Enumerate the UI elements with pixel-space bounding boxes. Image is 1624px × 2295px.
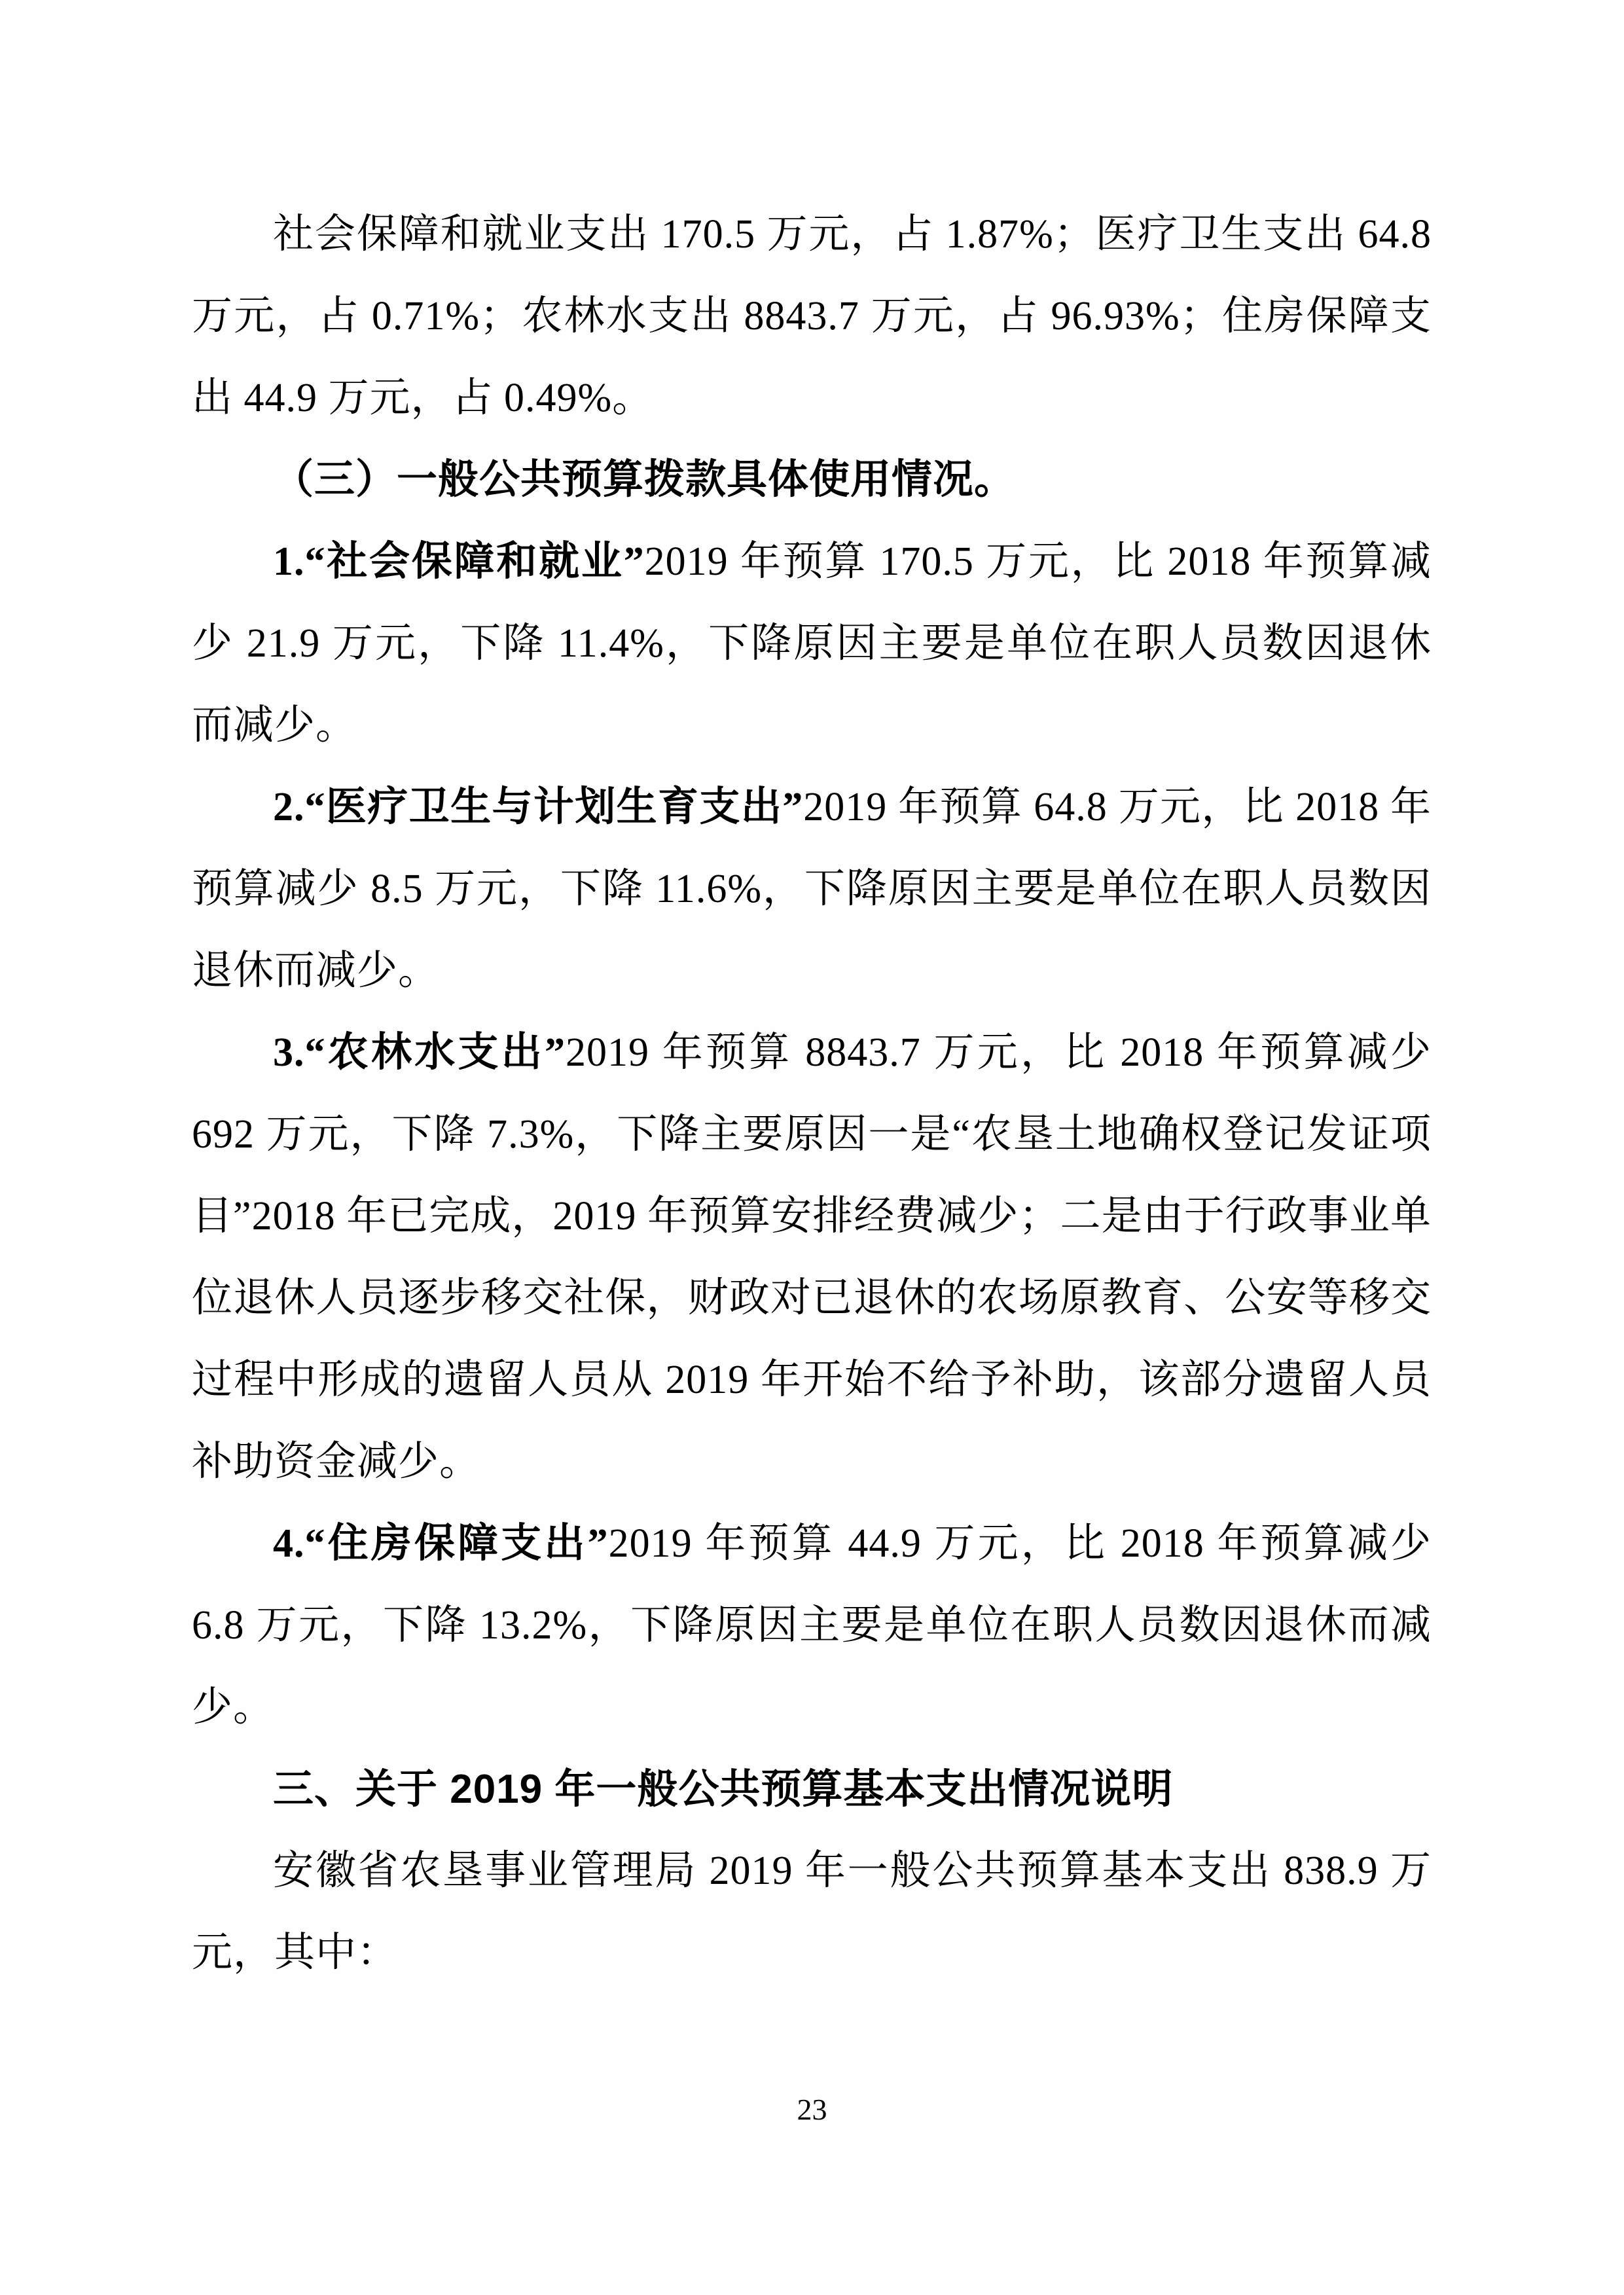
para-item-2-medical-health xyxy=(192,767,1432,1012)
page-footer xyxy=(0,2092,1624,2127)
body-text: 安徽省农垦事业管理局 2019 年一般公共预算基本支出 838.9 万元，其中： xyxy=(192,1849,1432,1975)
emphasis-text: 4.“住房保障支出” xyxy=(273,1521,609,1566)
document-body xyxy=(192,194,1432,1994)
emphasis-text: 三、关于 2019 年一般公共预算基本支出情况说明 xyxy=(273,1767,1174,1812)
body-text: 2019 年预算 8843.7 万元，比 2018 年预算减少 692 万元，下降 7.3%，下降主要原因一是“农垦土地确权登记发证项目”2018 年已完成，2019 年预算安排经费减少；二是由于行政事业单位退休人员逐步移交社保，财政对已退休的农场原教育、公安等移交过程中形成的遗留人员从 2019 年开始不给予补助，该部分遗留人员补助资金减少。 xyxy=(192,1030,1432,1484)
heading-part-three-basic-expenditure xyxy=(192,1748,1432,1830)
body-text: 2019 年预算 64.8 万元，比 2018 年预算减少 8.5 万元，下降 11.6%，下降原因主要是单位在职人员数因退休而减少。 xyxy=(192,785,1432,993)
para-item-1-social-security xyxy=(192,521,1432,767)
body-text: 社会保障和就业支出 170.5 万元，占 1.87%；医疗卫生支出 64.8 万元，占 0.71%；农林水支出 8843.7 万元，占 96.93%；住房保障支出 44.9 万元，占 0.49%。 xyxy=(192,212,1432,420)
emphasis-text: 2.“医疗卫生与计划生育支出” xyxy=(273,785,804,829)
para-item-4-housing-security xyxy=(192,1503,1432,1748)
para-basic-expenditure-total xyxy=(192,1830,1432,1994)
body-text: 2019 年预算 44.9 万元，比 2018 年预算减少 6.8 万元，下降 13.2%，下降原因主要是单位在职人员数因退休而减少。 xyxy=(192,1521,1432,1729)
emphasis-text: 1.“社会保障和就业” xyxy=(273,539,645,584)
heading-section-three xyxy=(192,439,1432,521)
emphasis-text: （三）一般公共预算拨款具体使用情况。 xyxy=(273,458,1016,502)
page-number: 23 xyxy=(797,2093,827,2126)
body-text: 2019 年预算 170.5 万元，比 2018 年预算减少 21.9 万元，下降 11.4%，下降原因主要是单位在职人员数因退休而减少。 xyxy=(192,539,1432,748)
emphasis-text: 3.“农林水支出” xyxy=(273,1030,566,1075)
para-item-3-agriculture-forestry-water xyxy=(192,1012,1432,1503)
para-expenditure-breakdown xyxy=(192,194,1432,439)
